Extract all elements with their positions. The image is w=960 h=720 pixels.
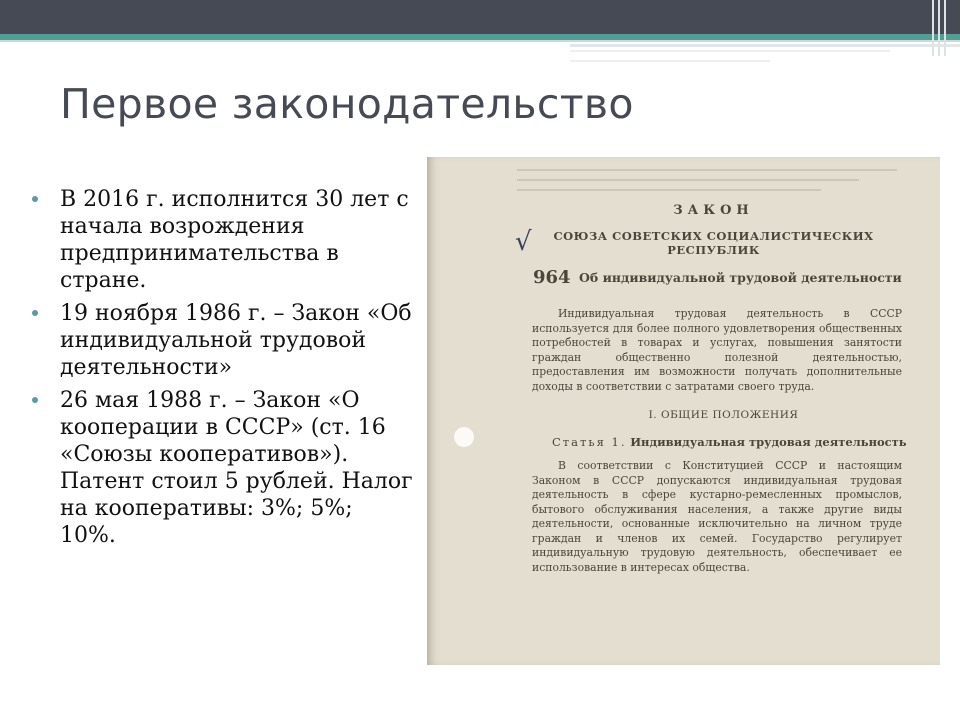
section-heading: I. ОБЩИЕ ПОЛОЖЕНИЯ: [648, 409, 799, 421]
header-band: [0, 0, 960, 34]
bleed-through-text: [517, 165, 897, 199]
article-title: Индивидуальная трудовая деятельность: [630, 435, 907, 449]
header-divider-line: [570, 44, 960, 47]
law-issuer: [457, 229, 940, 257]
law-title: ЗАКОН: [673, 203, 754, 218]
law-heading: Об индивидуальной трудовой деятельности: [579, 270, 902, 285]
bullet-dot-icon: [32, 310, 38, 316]
article-label: Статья 1.: [552, 435, 627, 449]
bullet-dot-icon: [32, 196, 38, 202]
bullet-text: 19 ноября 1986 г. – Закон «Об индивидуальной трудовой деятельности»: [60, 301, 412, 380]
bullet-item: [30, 186, 415, 294]
law-issuer-line: РЕСПУБЛИК: [667, 243, 760, 257]
header-divider-line: [570, 50, 890, 52]
bullet-item: [30, 300, 415, 381]
article-text: В соответствии с Конституцией СССР и настоящим Законом в СССР допускаются индивидуальная трудовая деятельность в сфере кустарно-ремесленных промыслов, бытового обслуживания населения, а также другие виды деятельности, основанные исключительно на личном труде граждан и членов их семей. Государство регулирует индивидуальную трудовую деятельность, обеспечивает ее использование в интересах общества.: [532, 459, 902, 574]
header-divider-line: [570, 60, 770, 62]
law-issuer-line: СОЮЗА СОВЕТСКИХ СОЦИАЛИСТИЧЕСКИХ: [553, 229, 874, 243]
scanned-law-document: [427, 157, 940, 665]
article-heading: [552, 435, 907, 449]
slide-title: Первое законодательство: [60, 80, 634, 128]
bullet-item: [30, 387, 415, 549]
bullet-text: 26 мая 1988 г. – Закон «О кооперации в СССР» (ст. 16 «Союзы кооперативов»). Патент стоил 5 рублей. Налог на кооперативы: 3%; 5%; 10%.: [60, 388, 413, 548]
law-number: 964: [533, 267, 571, 288]
bullet-dot-icon: [32, 397, 38, 403]
corner-decoration: [930, 0, 952, 56]
bullet-text: В 2016 г. исполнится 30 лет с начала возрождения предпринимательства в стране.: [60, 187, 409, 293]
header-divider-line: [0, 40, 960, 42]
law-preamble: Индивидуальная трудовая деятельность в СССР используется для более полного удовлетворения общественных потребностей в товарах и услугах, повышения занятости граждан общественно полезной деятельностью, предоставления им возможности получать дополнительные доходы в соответствии с затратами своего труда.: [532, 307, 902, 393]
punch-hole: [454, 427, 474, 447]
bullet-list: [30, 186, 415, 555]
handwritten-checkmark: √: [515, 227, 532, 257]
